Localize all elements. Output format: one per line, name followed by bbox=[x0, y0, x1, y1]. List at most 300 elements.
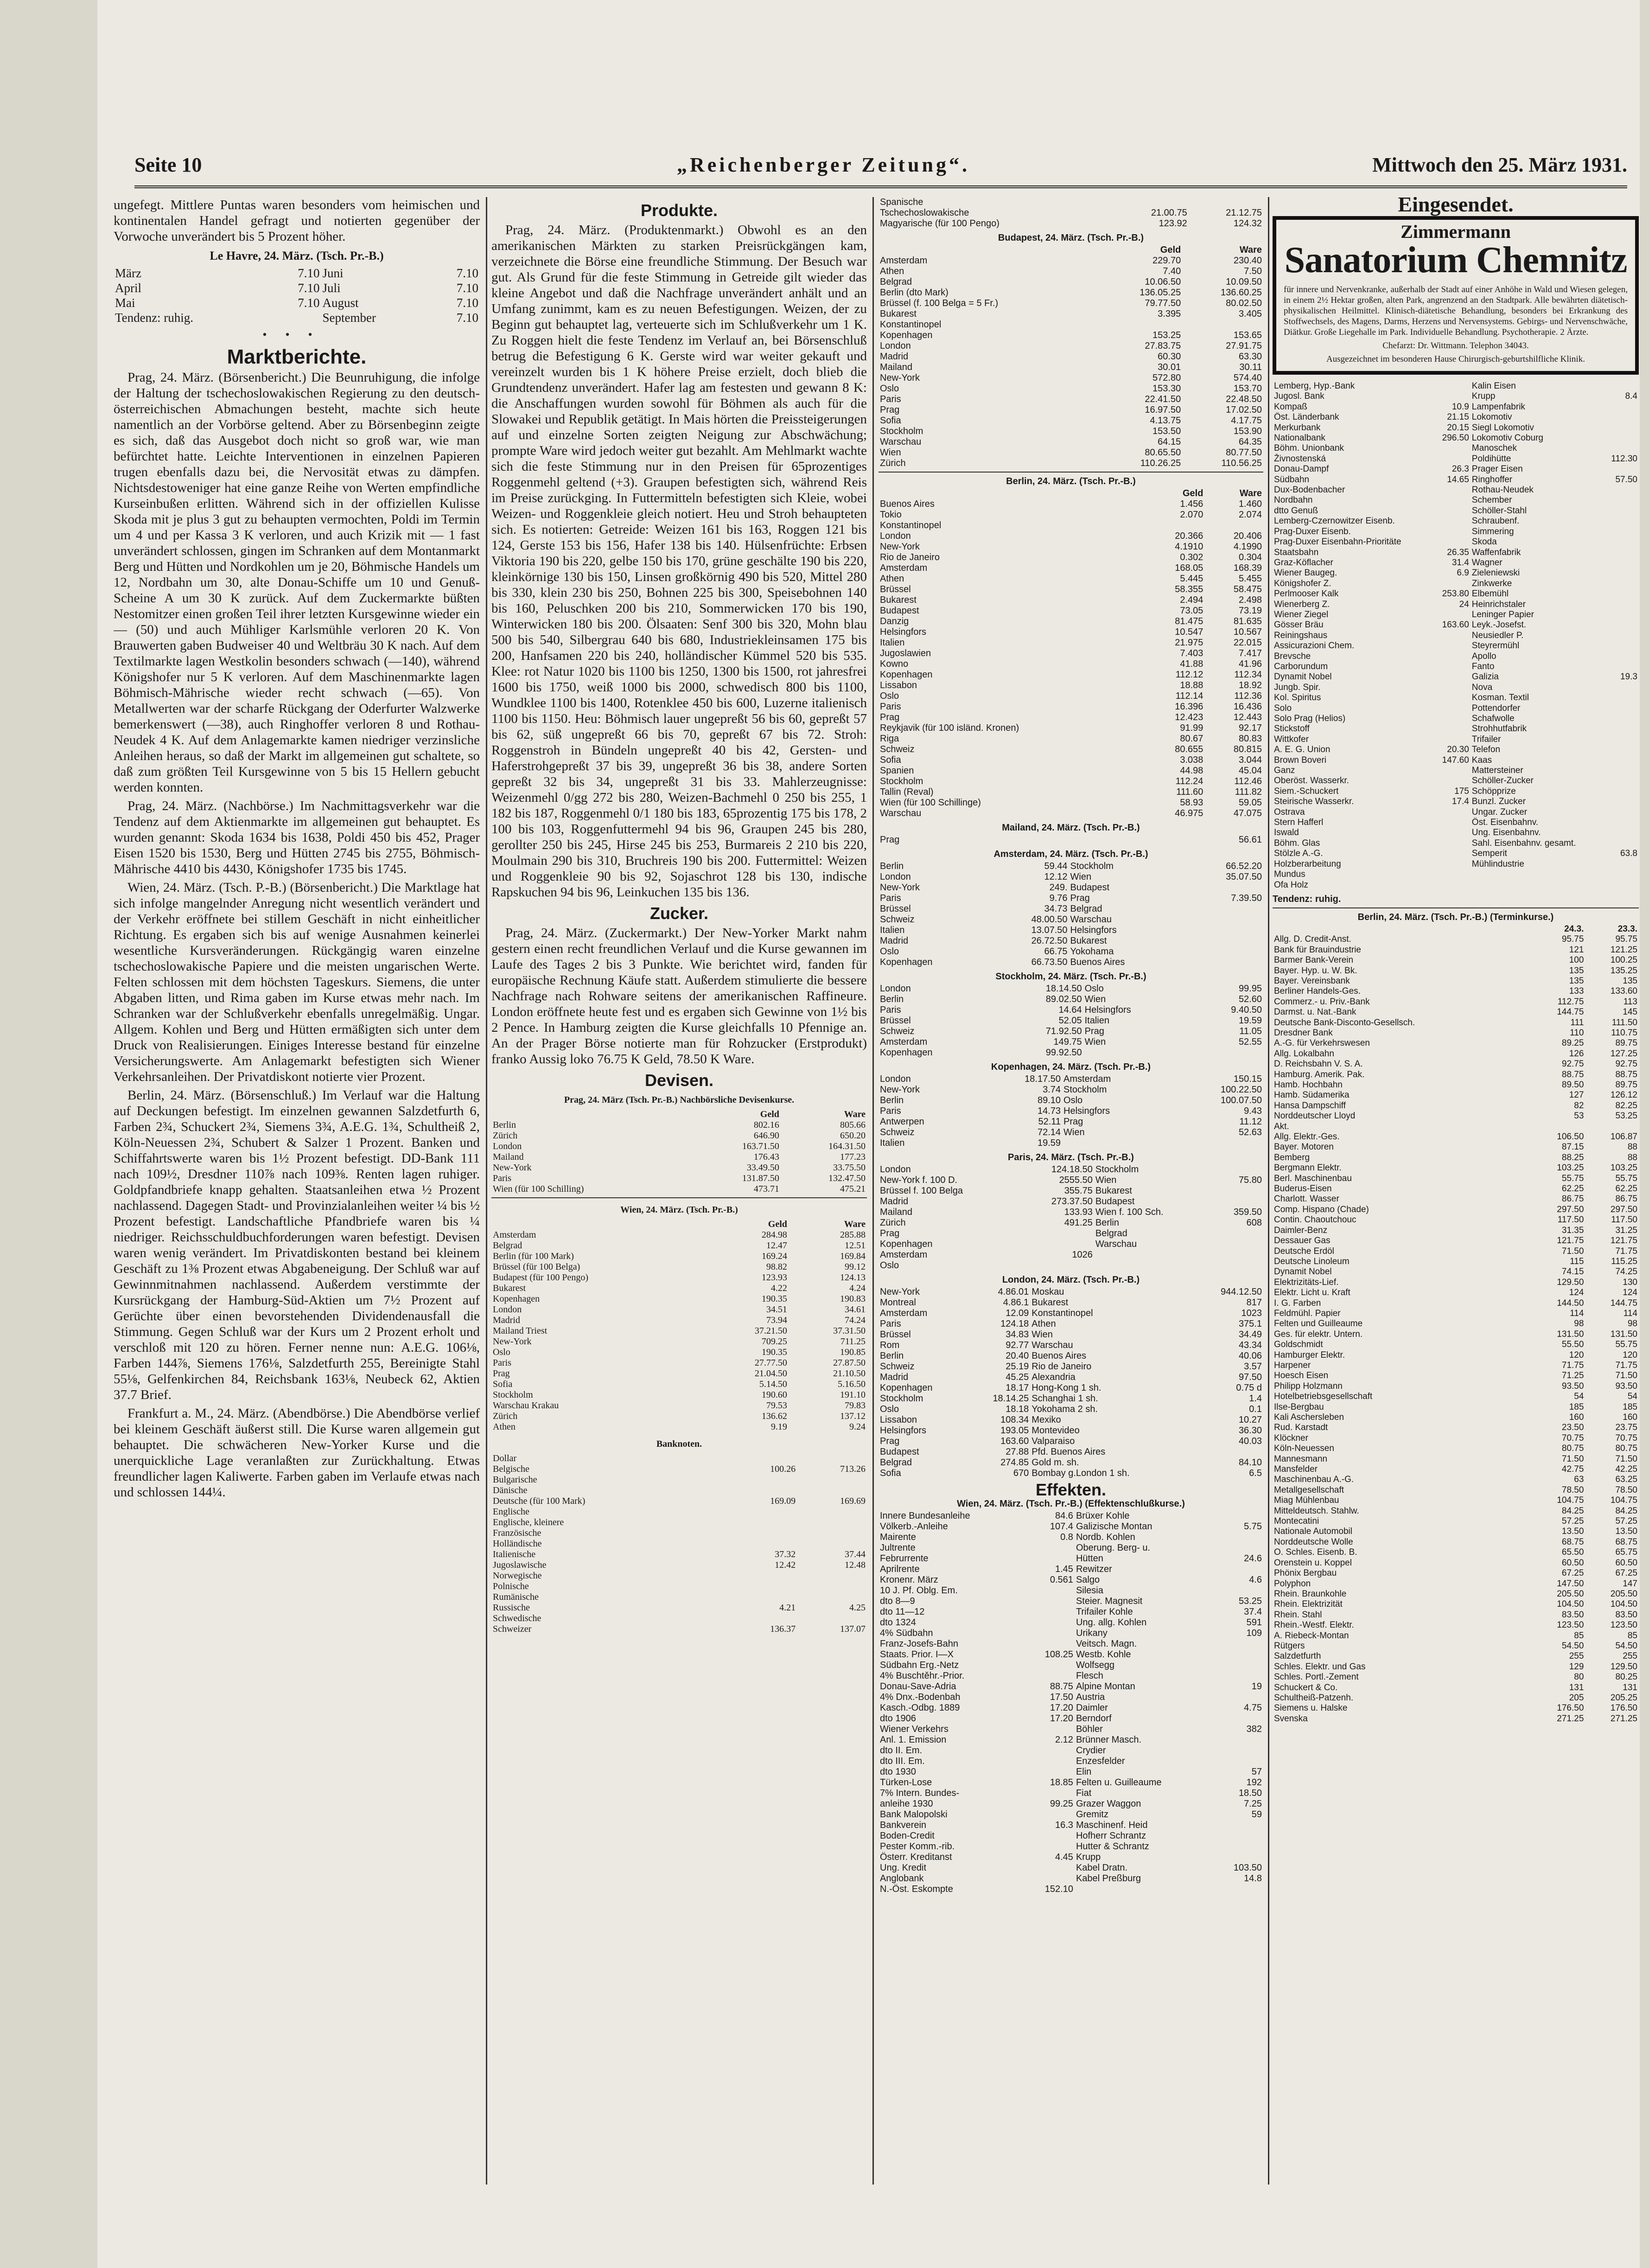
table-cell: Helsingfors bbox=[880, 627, 927, 637]
table-cell: 80 bbox=[1574, 1672, 1584, 1682]
table-cell: 10.06.50 bbox=[1145, 277, 1181, 287]
table-cell: 5.16.50 bbox=[838, 1379, 866, 1389]
table-cell bbox=[1603, 703, 1639, 714]
table-row bbox=[1273, 443, 1639, 454]
table-cell: 7.25 bbox=[1244, 1799, 1262, 1809]
table-cell: 136.62 bbox=[761, 1411, 787, 1421]
article-paragraph: Prag, 24. März. (Produktenmarkt.) Obwohl es an den amerikanischen Märkten zu starken Preisrückgängen kam, verzeichnete die Börse eine freundliche Stimmung. Der Besuch war gut. Als Grund für die feste Stimmung in Getreide gilt wieder das kleine Angebot und daß die Nachfrage unverändert anhält und an Umfang zunimmt, kam es zu neuen Befestigungen. Weizen, der zu Beginn gut behauptet lag, verteuerte sich im Schlußverkehr um 1 K. Zu Roggen hielt die feste Tendenz im Verlauf an, bei Börsenschluß betrug die Befestigung 6 K. Gerste wird war weiter gekauft und vereinzelt wurden bis 1 K höhere Preise erzielt, doch blieb die Grundtendenz unverändert. Hafer lag am festesten und gewann 8 K: die Anschaffungen wurden sowohl für Böhmen als auch für die Slowakei und Republik getätigt. In Mais hörten die Preissteigerungen auf und einzelne Sorten zeigten Neigung zur Abschwächung; prompte Ware wird jedoch weiter gut bezahlt. Am Mehlmarkt wachte sich die feste Stimmung nur in den Preisen für 65prozentiges Roggenmehl geltend (+3). Graupen befestigten sich, während Reis im Preise zurückging. In Futtermitteln befestigten sich Kleie, wobei Weizen- und Roggenkleie gleich notiert. Heu und Stroh behaupteten sich. Es notierten: Getreide: Weizen 161 bis 163, Roggen 121 bis 124, Gerste 153 bis 156, Hafer 138 bis 140. Hülsenfrüchte: Erbsen Viktoria 190 bis 220, gelbe 150 bis 170, grüne geschälte 190 bis 220, kleinkörnige 130 bis 150, Linsen großkörnig 490 bis 520, Mittel 280 bis 330, klein 230 bis 250, Bohnen 225 bis 300, Speisebohnen 140 bis 160, Peluschken 200 bis 210, Sommerwicken 170 bis 190, Winterwicken 180 bis 200. Ölsaaten: Senf 300 bis 320, Mohn blau 500 bis 540, Silbergrau 640 bis 680, Industriekleinsamen 175 bis 200, Hanfsamen 220 bis 240, holländischer Kümmel 520 bis 535. Klee: rot Natur 1020 bis 1100 bis 1250, 1300 bis 1500, rot jahresfrei 1600 bis 1750, weiß 1000 bis 2000, schwedisch 800 bis 1100, Wundklee 1100 bis 1400, Rotenklee 450 bis 600, Luzerne italienisch 1100 bis 1150. Heu: Böhmisch lauer ungepreßt 56 bis 60, gepreßt 57 bis 62, süß ungepreßt 66 bis 70, gepreßt 67 bis 72. Stroh: Roggenstroh in Bündeln ungepreßt 40 bis 42, Gersten- und Haferstrohgepreßt 37 bis 39, ungepreßt 36 bis 38, andere Sorten gepreßt 32 bis 34, ungepreßt 31 bis 33. Mahlerzeugnisse: Weizenmehl 0/gg 272 bis 280, Weizen-Bachmehl 0 250 bis 255, 1 182 bis 187, Roggenmehl 0/1 180 bis 183, 65prozentig 175 bis 178, 2 100 bis 103, Roggenfuttermehl 94 bis 96, Graupen 245 bis 280, gerollter 250 bis 245, Hirse 245 bis 253, Burmareis 2 210 bis 220, Moulmain 290 bis 310, Bruchreis 190 bis 200. Futtermittel: Weizen und Roggenkleie 90 bis 92, Sojaschrot 128 bis 130, indische Rapskuchen 94 bis 96, Leinkuchen 135 bis 136. bbox=[491, 223, 867, 900]
table-cell: Belgrad bbox=[493, 1240, 522, 1251]
table-row bbox=[879, 1425, 1263, 1436]
table-row bbox=[879, 914, 1263, 925]
table-header-row bbox=[879, 245, 1263, 256]
table-cell bbox=[1025, 1660, 1075, 1671]
table-cell: 153.25 bbox=[1152, 330, 1181, 340]
table-cell: Siemens u. Halske bbox=[1274, 1703, 1348, 1713]
table-cell: 59 bbox=[1251, 1809, 1262, 1820]
table-cell: 7.40 bbox=[1163, 266, 1181, 276]
table-cell: 43.34 bbox=[1238, 1340, 1262, 1350]
table-cell: Oslo bbox=[1084, 984, 1104, 994]
table-cell bbox=[1025, 1809, 1075, 1820]
table-cell: 103.50 bbox=[1233, 1863, 1262, 1873]
table-cell: Athen bbox=[880, 266, 904, 276]
table-cell: 190.83 bbox=[840, 1294, 866, 1304]
table-row bbox=[491, 1400, 867, 1411]
table-cell bbox=[1433, 443, 1470, 454]
table-row bbox=[879, 861, 1263, 872]
table-cell bbox=[727, 1517, 797, 1528]
table-cell bbox=[1433, 735, 1470, 745]
table-cell: Schultheiß-Patzenh. bbox=[1274, 1693, 1354, 1703]
table-cell: 10.9 bbox=[1452, 402, 1469, 412]
table-row bbox=[1273, 1090, 1639, 1100]
table-cell: 45.04 bbox=[1238, 766, 1262, 776]
intro-paragraph: ungefegt. Mittlere Puntas waren besonders vom heimischen und kontinentalen Handel gefragt und notierten gegenüber der Vorwoche unverändert bis 5 Prozent höher. bbox=[114, 198, 480, 244]
table-cell bbox=[1433, 610, 1470, 620]
table-cell bbox=[1603, 755, 1639, 766]
table-row bbox=[1273, 1059, 1639, 1069]
table-cell: 145 bbox=[1623, 1007, 1637, 1017]
table-cell: Valparaiso bbox=[1031, 1436, 1075, 1446]
table-cell: Zürich bbox=[880, 1218, 906, 1228]
table-cell: 7% Intern. Bundes- bbox=[880, 1788, 960, 1798]
table-cell: 137.07 bbox=[840, 1624, 866, 1634]
table-cell: 12.51 bbox=[845, 1240, 866, 1251]
table-cell: 81.635 bbox=[1233, 616, 1262, 626]
table-row bbox=[1273, 1205, 1639, 1215]
table-cell: Magyarische (für 100 Pengo) bbox=[880, 218, 1000, 229]
table-cell bbox=[1603, 683, 1639, 693]
table-cell bbox=[1603, 807, 1639, 818]
table-cell: 9.76 bbox=[1049, 893, 1068, 903]
table-cell: Bukarest bbox=[1070, 936, 1107, 946]
table-cell: 4.25 bbox=[849, 1603, 866, 1613]
table-row bbox=[879, 1660, 1263, 1671]
ad-name: Zimmermann bbox=[1401, 221, 1511, 242]
table-cell: Ostrava bbox=[1274, 807, 1305, 817]
table-cell: 4% Südbahn bbox=[880, 1628, 933, 1638]
table-cell: Kompaß bbox=[1274, 402, 1307, 412]
table-cell bbox=[1603, 495, 1639, 505]
table-row bbox=[879, 1218, 1263, 1228]
table-cell: 3.395 bbox=[1158, 309, 1181, 319]
table-row bbox=[491, 1326, 867, 1336]
table-cell: 84.25 bbox=[1615, 1506, 1637, 1516]
table-cell: Allg. D. Credit-Anst. bbox=[1274, 934, 1351, 945]
article-paragraph: Wien, 24. März. (Tsch. P.-B.) (Börsenbericht.) Die Marktlage hat sich infolge mangelnder Anregung nicht wesentlich verändert und der Verkehr eröffnete bei stillem Geschäft in nicht einheitlicher Richtung. Es ergaben sich bis auf wenige Ausnahmen keinerlei wesentliche Kursveränderungen. Rückgängig waren einzelne tschechoslowakische Papiere und die meisten ungarischen Werte. Felten schlossen mit dem höchsten Tageskurs. Siemens, die unter Abgaben litten, und Rima gaben im Kurse etwas mehr nach. Im Schranken war der Schlußverkehr ebenfalls unregelmäßig. Ungar. Allgem. Kohlen und Berg und Hütten ermäßigten sich unter dem Druck von Realisierungen. Einiges Interesse bestand für einzelne Versicherungswerte. Am Anlagemarkt befestigten sich Wiener Verkehrsanleihen. Der Privatdiskont notierte vier Prozent. bbox=[114, 880, 480, 1084]
table-row bbox=[1273, 859, 1639, 869]
stock-table bbox=[1273, 924, 1639, 1724]
table-cell: 164.31.50 bbox=[828, 1141, 866, 1151]
table-cell: Rhein. Braunkohle bbox=[1274, 1589, 1347, 1599]
table-cell: dto 1906 bbox=[880, 1713, 916, 1724]
table-cell: 382 bbox=[1246, 1724, 1262, 1734]
table-cell: Athen bbox=[493, 1422, 516, 1432]
table-cell: Steyrermühl bbox=[1471, 641, 1520, 651]
table-cell: Nordb. Kohlen bbox=[1076, 1532, 1135, 1542]
table-cell: Innere Bundesanleihe bbox=[880, 1511, 970, 1521]
table-row bbox=[1273, 495, 1639, 505]
table-cell: 112.34 bbox=[1234, 670, 1262, 680]
table-row bbox=[879, 256, 1263, 266]
table-cell: 111.82 bbox=[1235, 787, 1262, 797]
table-cell: Wiener Ziegel bbox=[1274, 609, 1329, 620]
table-row bbox=[1273, 1495, 1639, 1506]
table-cell bbox=[1214, 1713, 1263, 1724]
table-cell: Hutter & Schrantz bbox=[1076, 1841, 1149, 1852]
table-row bbox=[1273, 1381, 1639, 1392]
table-cell: Ware bbox=[844, 1109, 866, 1119]
table-cell: Schweiz bbox=[880, 1127, 915, 1137]
table-cell: 136.60.25 bbox=[1221, 287, 1262, 298]
table-cell: Schles. Portl.-Zement bbox=[1274, 1672, 1359, 1682]
table-cell: 117.50 bbox=[1557, 1215, 1584, 1225]
table-cell: 52.05 bbox=[1058, 1016, 1082, 1026]
table-cell bbox=[1214, 1585, 1263, 1596]
table-cell bbox=[1603, 859, 1639, 869]
table-cell: Wien bbox=[880, 447, 901, 458]
table-cell: Spanien bbox=[880, 766, 914, 776]
table-cell: Englische, kleinere bbox=[493, 1517, 564, 1527]
table-cell: 2555.50 bbox=[1059, 1175, 1093, 1185]
table-cell: Bemberg bbox=[1274, 1152, 1310, 1163]
table-cell bbox=[727, 1571, 797, 1581]
table-cell: Rhein.-Westf. Elektr. bbox=[1274, 1620, 1354, 1630]
table-cell bbox=[1603, 527, 1639, 537]
table-cell: Bunzl. Zucker bbox=[1471, 797, 1526, 807]
rate-table bbox=[491, 1219, 867, 1432]
table-cell: 37.44 bbox=[845, 1549, 866, 1559]
table-cell: 491.25 bbox=[1064, 1218, 1093, 1228]
table-cell: Stockholm bbox=[880, 426, 923, 436]
table-cell: Leyk.-Josefst. bbox=[1471, 620, 1527, 630]
table-cell bbox=[1189, 197, 1263, 208]
table-cell: Wien (für 100 Schilling) bbox=[493, 1184, 584, 1194]
table-cell bbox=[1211, 1239, 1263, 1250]
table-cell: Oslo bbox=[1063, 1095, 1083, 1105]
table-cell: Krupp bbox=[1471, 391, 1496, 402]
table-row bbox=[879, 691, 1263, 702]
table-cell: 63.25 bbox=[1615, 1475, 1637, 1485]
table-cell: 4.17.75 bbox=[1231, 415, 1262, 426]
table-row bbox=[879, 1596, 1263, 1607]
table-cell: Holzberarbeitung bbox=[1274, 859, 1341, 869]
table-row bbox=[879, 510, 1263, 520]
table-cell: Brüssel f. 100 Belga bbox=[880, 1186, 963, 1196]
table-row bbox=[1273, 662, 1639, 672]
table-row bbox=[1273, 1402, 1639, 1412]
table-cell: 112.46 bbox=[1234, 776, 1262, 786]
table-row bbox=[1273, 381, 1639, 391]
table-row bbox=[1273, 1101, 1639, 1111]
table-cell: Steier. Magnesit bbox=[1076, 1596, 1143, 1606]
table-cell: 27.87.50 bbox=[833, 1358, 866, 1368]
table-row bbox=[879, 744, 1263, 755]
table-cell: 5.75 bbox=[1244, 1521, 1262, 1532]
table-cell bbox=[1433, 516, 1470, 526]
table-cell bbox=[1603, 568, 1639, 578]
table-cell bbox=[1214, 1660, 1263, 1671]
ad-chief-physician: Chefarzt: Dr. Wittmann. Telephon 34043. bbox=[1382, 341, 1529, 351]
table-heading: Prag, 24. März (Tsch. Pr.-B.) Nachbörsliche Devisenkurse. bbox=[564, 1095, 795, 1105]
table-cell: 126 bbox=[1569, 1048, 1584, 1059]
table-cell bbox=[1603, 797, 1639, 807]
rate-table bbox=[879, 835, 1263, 845]
table-cell: 80.65.50 bbox=[1145, 447, 1181, 458]
table-row bbox=[1273, 475, 1639, 485]
table-cell: Geld bbox=[1182, 488, 1203, 498]
table-heading: Banknoten. bbox=[656, 1439, 702, 1449]
table-cell bbox=[1603, 548, 1639, 558]
table-cell: Wien bbox=[1070, 872, 1092, 882]
table-cell: 129 bbox=[1569, 1661, 1584, 1672]
table-cell: Elektr. Licht u. Kraft bbox=[1274, 1288, 1350, 1298]
table-cell: Amsterdam bbox=[880, 563, 928, 573]
table-cell bbox=[727, 1507, 797, 1517]
table-cell: 229.70 bbox=[1152, 256, 1181, 266]
table-cell: 120 bbox=[1569, 1350, 1584, 1360]
table-cell: Berlin bbox=[493, 1120, 516, 1130]
table-row bbox=[1273, 620, 1639, 630]
table-header-row bbox=[879, 488, 1263, 499]
table-cell: 805.66 bbox=[840, 1120, 866, 1130]
table-cell: Feldmühl. Papier bbox=[1274, 1308, 1341, 1318]
table-row bbox=[491, 1262, 867, 1272]
table-cell bbox=[1603, 828, 1639, 838]
table-heading: London, 24. März. (Tsch. Pr.-B.) bbox=[1002, 1275, 1140, 1285]
table-cell: Stockholm bbox=[1095, 1164, 1139, 1175]
table-cell: 296.50 bbox=[1442, 433, 1469, 443]
table-cell: Grazer Waggon bbox=[1076, 1799, 1141, 1809]
table-cell: Bukarest bbox=[1095, 1186, 1132, 1196]
table-cell: 163.60 bbox=[1442, 620, 1469, 630]
table-cell bbox=[1021, 1260, 1094, 1271]
table-cell bbox=[273, 310, 321, 325]
table-cell: 85 bbox=[1574, 1630, 1584, 1641]
table-row bbox=[879, 648, 1263, 659]
table-cell: 176.43 bbox=[753, 1152, 779, 1162]
table-cell: 34.49 bbox=[1238, 1329, 1262, 1340]
column-divider bbox=[486, 197, 487, 2185]
table-cell: 18.92 bbox=[1238, 680, 1262, 690]
table-row bbox=[1273, 589, 1639, 599]
table-cell: 132.47.50 bbox=[828, 1173, 866, 1183]
table-cell: 271.25 bbox=[1610, 1713, 1637, 1724]
table-row bbox=[1273, 402, 1639, 412]
table-heading: Amsterdam, 24. März. (Tsch. Pr.-B.) bbox=[993, 849, 1148, 859]
table-cell bbox=[1603, 745, 1639, 755]
table-cell: Stockholm bbox=[880, 1393, 923, 1404]
table-row bbox=[1273, 869, 1639, 880]
table-cell: Mexiko bbox=[1031, 1415, 1061, 1425]
table-cell: Bayer. Vereinsbank bbox=[1274, 976, 1350, 986]
table-cell: 12.47 bbox=[766, 1240, 787, 1251]
table-cell bbox=[1603, 869, 1639, 880]
table-cell: Kol. Spiritus bbox=[1274, 693, 1321, 703]
table-cell: 84.6 bbox=[1055, 1511, 1073, 1521]
table-cell: 80.75 bbox=[1615, 1444, 1637, 1454]
table-cell: 169.84 bbox=[840, 1251, 866, 1261]
table-cell: Heinrichstaler bbox=[1471, 599, 1526, 609]
table-cell: 18.85 bbox=[1050, 1777, 1073, 1788]
table-cell: 66.52.20 bbox=[1226, 861, 1262, 871]
table-row bbox=[879, 1457, 1263, 1468]
table-cell: Oslo bbox=[880, 383, 899, 394]
table-cell: 126.12 bbox=[1610, 1090, 1637, 1100]
table-cell: 1.45 bbox=[1055, 1564, 1073, 1574]
table-cell: 24.6 bbox=[1244, 1553, 1262, 1564]
table-cell bbox=[1094, 1250, 1212, 1260]
table-cell: 14.8 bbox=[1244, 1873, 1262, 1884]
table-cell: Mansfelder bbox=[1274, 1464, 1318, 1475]
table-cell: 144.75 bbox=[1610, 1298, 1637, 1308]
stock-table bbox=[1273, 381, 1639, 890]
table-row bbox=[879, 1175, 1263, 1186]
table-cell: Februrrente bbox=[880, 1553, 929, 1564]
table-heading: Paris, 24. März. (Tsch. Pr.-B.) bbox=[1008, 1152, 1134, 1163]
table-cell: Brüssel bbox=[880, 904, 911, 914]
table-cell bbox=[1214, 1532, 1263, 1543]
table-row bbox=[879, 309, 1263, 319]
table-cell: Neusiedler P. bbox=[1471, 630, 1524, 640]
table-cell: 112.75 bbox=[1557, 997, 1584, 1007]
table-row bbox=[491, 1539, 867, 1549]
table-cell: Norddeutscher Lloyd bbox=[1274, 1111, 1356, 1121]
table-row bbox=[879, 1809, 1263, 1820]
table-row bbox=[879, 1852, 1263, 1863]
table-cell bbox=[1214, 1564, 1263, 1575]
table-cell: 23.3. bbox=[1617, 924, 1637, 934]
table-cell bbox=[1603, 412, 1639, 422]
table-cell: 2.074 bbox=[1238, 510, 1262, 520]
table-cell: 46.975 bbox=[1175, 808, 1203, 818]
table-row bbox=[1273, 1589, 1639, 1599]
table-cell: Montevideo bbox=[1031, 1425, 1080, 1436]
table-cell: 37.4 bbox=[1244, 1607, 1262, 1617]
table-cell: 1.460 bbox=[1238, 499, 1262, 509]
table-cell: Zürich bbox=[493, 1131, 518, 1141]
table-row bbox=[1273, 703, 1639, 714]
table-cell bbox=[1433, 506, 1470, 516]
table-cell: 185 bbox=[1569, 1402, 1584, 1412]
table-row bbox=[1273, 506, 1639, 516]
table-cell: Lokomotiv bbox=[1471, 412, 1512, 422]
table-row bbox=[1273, 797, 1639, 807]
table-cell: 7.39.50 bbox=[1231, 893, 1262, 903]
table-cell: 153.50 bbox=[1152, 426, 1181, 436]
table-cell: 100.25 bbox=[1610, 955, 1637, 965]
table-cell bbox=[1192, 1447, 1263, 1457]
table-row bbox=[1273, 693, 1639, 703]
table-row bbox=[491, 1141, 867, 1152]
table-cell: 130 bbox=[1623, 1277, 1637, 1287]
table-cell: Mailand bbox=[493, 1152, 524, 1162]
table-cell: 88 bbox=[1627, 1142, 1637, 1152]
table-cell: Oslo bbox=[880, 946, 899, 957]
table-cell: Anl. 1. Emission bbox=[880, 1735, 947, 1745]
table-cell bbox=[1185, 936, 1263, 946]
table-row bbox=[1273, 1267, 1639, 1277]
table-cell: 114 bbox=[1623, 1308, 1637, 1318]
table-cell: Jugoslawische bbox=[493, 1560, 547, 1570]
table-row bbox=[879, 595, 1263, 606]
table-cell: 205.50 bbox=[1610, 1589, 1637, 1599]
table-cell: 249. bbox=[1049, 882, 1068, 893]
table-cell: Spanische bbox=[880, 197, 923, 207]
table-cell: 66.75 bbox=[1044, 946, 1068, 957]
table-cell: 123.50 bbox=[1610, 1620, 1637, 1630]
table-cell bbox=[1603, 641, 1639, 651]
table-row bbox=[879, 1713, 1263, 1724]
table-row bbox=[879, 1863, 1263, 1873]
table-cell: 14.73 bbox=[1037, 1106, 1061, 1116]
table-cell: Böhler bbox=[1076, 1724, 1103, 1734]
header-rule bbox=[134, 185, 1627, 188]
table-cell: 99.92.50 bbox=[1045, 1048, 1082, 1058]
table-cell: Hansa Dampschiff bbox=[1274, 1100, 1346, 1111]
table-cell: 285.88 bbox=[840, 1230, 866, 1240]
table-row bbox=[1273, 1319, 1639, 1329]
table-row bbox=[1273, 1703, 1639, 1713]
table-cell: Aprilrente bbox=[880, 1564, 920, 1574]
table-cell: 20.15 bbox=[1447, 422, 1469, 433]
table-cell: Assicurazioni Chem. bbox=[1274, 641, 1355, 651]
table-cell: 80.655 bbox=[1175, 744, 1203, 754]
table-cell: Felten und Guilleaume bbox=[1274, 1319, 1363, 1329]
table-row bbox=[879, 734, 1263, 744]
table-cell: Kopenhagen bbox=[880, 1239, 933, 1249]
table-cell: Prag bbox=[880, 405, 900, 415]
table-cell: 4.1990 bbox=[1233, 542, 1262, 552]
table-cell: Nationale Automobil bbox=[1274, 1527, 1352, 1537]
table-cell: August bbox=[322, 296, 359, 310]
table-row bbox=[1273, 818, 1639, 828]
table-cell: 4% Buschtěhr.-Prior. bbox=[880, 1671, 965, 1681]
table-row bbox=[1273, 672, 1639, 682]
table-cell: Berlin bbox=[880, 1351, 904, 1361]
table-cell: 133.93 bbox=[1064, 1207, 1093, 1217]
table-cell: 71.25 bbox=[1561, 1371, 1584, 1381]
table-cell bbox=[1211, 1260, 1263, 1271]
table-cell: Rewitzer bbox=[1076, 1564, 1112, 1574]
table-cell: Wienerberg Z. bbox=[1274, 599, 1330, 609]
table-row bbox=[1273, 1579, 1639, 1589]
table-cell: Schles. Elektr. und Gas bbox=[1274, 1661, 1366, 1672]
table-cell: 70.75 bbox=[1561, 1433, 1584, 1443]
table-cell: 74.15 bbox=[1561, 1267, 1584, 1277]
table-cell: Stölzle A.-G. bbox=[1274, 849, 1323, 859]
table-cell: 30.11 bbox=[1239, 362, 1262, 372]
table-cell bbox=[1603, 433, 1639, 443]
table-cell: Mundus bbox=[1274, 869, 1305, 880]
table-cell: 27.83.75 bbox=[1145, 341, 1181, 351]
table-cell: Madrid bbox=[493, 1315, 520, 1325]
table-row bbox=[1273, 1464, 1639, 1475]
rate-table bbox=[879, 245, 1263, 469]
table-cell: 71.75 bbox=[1561, 1360, 1584, 1370]
table-row bbox=[1273, 1537, 1639, 1547]
table-cell: Akt. bbox=[1274, 1121, 1289, 1131]
table-cell: Belgrad bbox=[1070, 904, 1102, 914]
table-cell: 19.3 bbox=[1620, 672, 1637, 682]
table-cell: Phönix Bergbau bbox=[1274, 1568, 1337, 1578]
table-cell: 89.75 bbox=[1615, 1080, 1637, 1090]
table-cell: Harpener bbox=[1274, 1360, 1311, 1370]
table-cell: 24.3. bbox=[1564, 924, 1584, 934]
table-cell: Buenos Aires bbox=[1031, 1351, 1087, 1361]
table-row bbox=[879, 218, 1263, 229]
table-cell: dtto Genuß bbox=[1274, 505, 1318, 516]
table-cell: 86.75 bbox=[1615, 1194, 1637, 1204]
